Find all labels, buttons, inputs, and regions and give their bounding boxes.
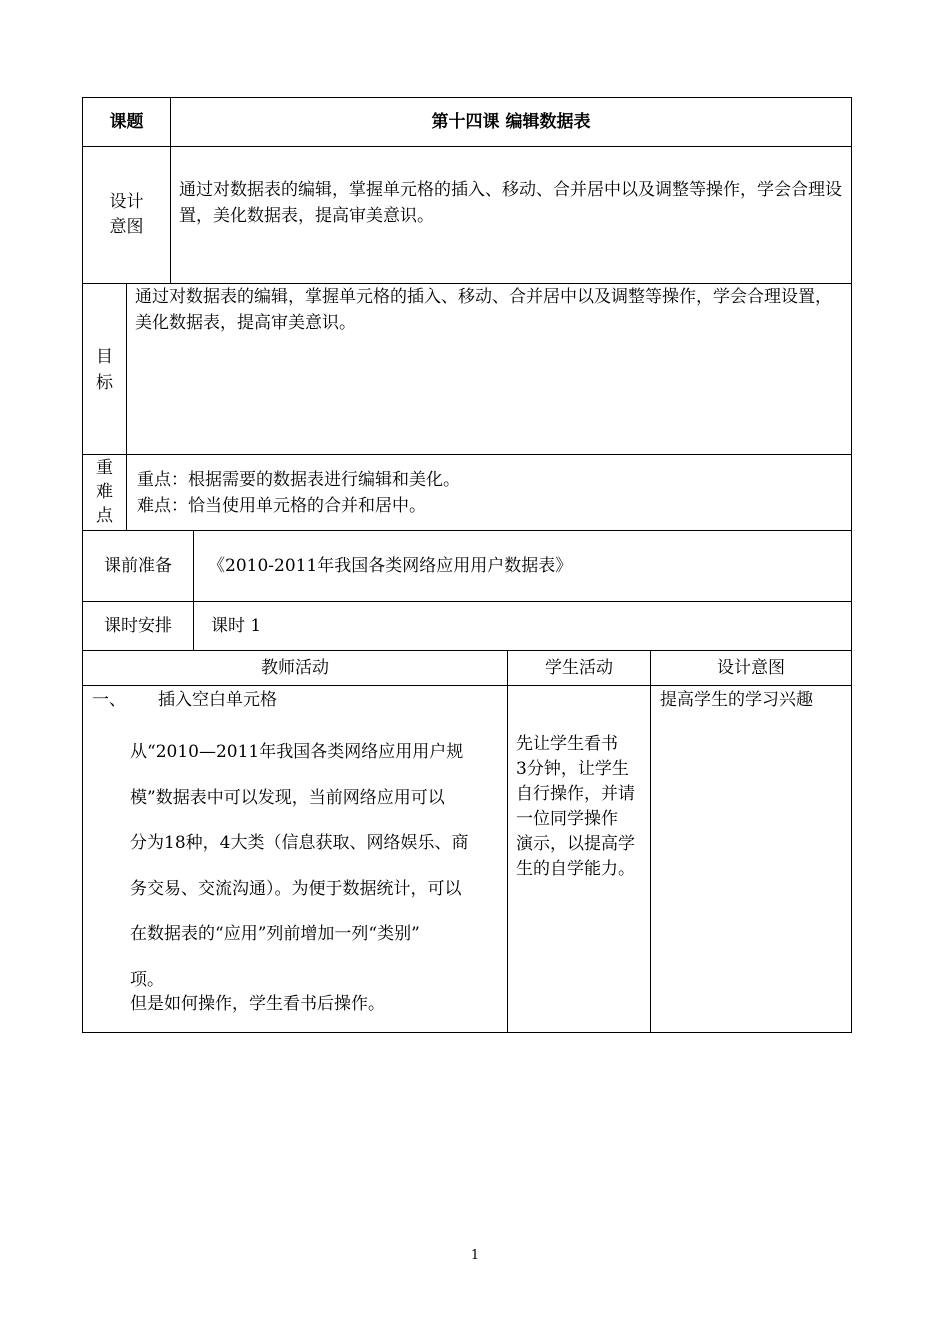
design-intent-label — [83, 190, 170, 240]
prep-text: 《2010-2011年我国各类网络应用用户数据表》 — [208, 556, 573, 576]
key-difficult-text — [137, 467, 847, 519]
topic-title: 第十四课 编辑数据表 — [431, 112, 591, 132]
goal-label — [83, 344, 126, 396]
activity-divider-2 — [650, 650, 651, 1033]
teacher-paragraph-line: 模”数据表中可以发现，当前网络应用可以 — [130, 787, 445, 808]
teacher-paragraph-line: 务交易、交流沟通）。为便于数据统计，可以 — [130, 878, 462, 899]
table-line-row3 — [82, 454, 852, 455]
student-activity-line: 演示，以提高学 — [516, 834, 635, 854]
topic-label: 课题 — [109, 112, 144, 132]
goal-label-line2: 标 — [96, 373, 113, 393]
student-activity-line: 生的自学能力。 — [516, 859, 635, 879]
label-divider-goal — [126, 283, 127, 530]
student-activity-line: 3分钟，让学生 — [516, 759, 629, 779]
header-student-activity: 学生活动 — [545, 658, 613, 678]
page-number: 1 — [470, 1248, 480, 1263]
table-line-row7 — [82, 685, 852, 686]
student-activity-text — [516, 732, 646, 882]
teacher-paragraph — [130, 730, 502, 1003]
key-label-line1: 重 — [96, 458, 113, 478]
teacher-paragraph-line: 从“2010—2011年我国各类网络应用用户规 — [130, 742, 464, 762]
design-intent-text: 通过对数据表的编辑，掌握单元格的插入、移动、合并居中以及调整等操作，学会合理设置，美化数据表，提高审美意识。 — [179, 180, 842, 226]
key-label-line3: 点 — [96, 506, 113, 526]
activity-divider-1 — [507, 650, 508, 1033]
table-border-top — [82, 97, 852, 98]
teacher-paragraph-line: 项。 — [130, 969, 164, 990]
table-border-bottom — [82, 1032, 852, 1033]
label-divider-prep — [193, 530, 194, 650]
table-line-row4 — [82, 530, 852, 531]
student-activity-line: 自行操作，并请 — [516, 784, 635, 804]
table-line-row1 — [82, 146, 852, 147]
section-title: 插入空白单元格 — [158, 690, 277, 710]
design-intent-label-line1: 设计 — [109, 192, 144, 212]
teacher-paragraph-line: 在数据表的“应用”列前增加一列“类别” — [130, 924, 420, 944]
student-activity-line: 一位同学操作 — [516, 809, 618, 829]
student-activity-line: 先让学生看书 — [516, 734, 618, 754]
key-difficult-label — [83, 456, 126, 528]
section-number: 一、 — [92, 690, 126, 710]
teacher-paragraph-line: 分为18种，4大类（信息获取、网络娱乐、商 — [130, 833, 469, 853]
schedule-label: 课时安排 — [104, 616, 172, 636]
table-line-row5 — [82, 601, 852, 602]
goal-label-line1: 目 — [96, 347, 113, 367]
schedule-text: 课时 1 — [211, 616, 262, 636]
table-border-right — [851, 97, 852, 1033]
prep-label: 课前准备 — [104, 556, 172, 576]
design-intent-label-line2: 意图 — [109, 217, 144, 237]
difficult-point: 难点：恰当使用单元格的合并和居中。 — [137, 496, 426, 516]
table-line-row6 — [82, 650, 852, 651]
teacher-question: 但是如何操作，学生看书后操作。 — [130, 994, 385, 1014]
key-point: 重点：根据需要的数据表进行编辑和美化。 — [137, 470, 460, 490]
goal-text: 通过对数据表的编辑，掌握单元格的插入、移动、合并居中以及调整等操作，学会合理设置，美化数据表，提高审美意识。 — [135, 287, 832, 333]
key-label-line2: 难 — [96, 482, 113, 502]
header-teacher-activity: 教师活动 — [261, 658, 329, 678]
design-intent-cell: 提高学生的学习兴趣 — [660, 690, 813, 710]
header-design-intent: 设计意图 — [717, 658, 785, 678]
